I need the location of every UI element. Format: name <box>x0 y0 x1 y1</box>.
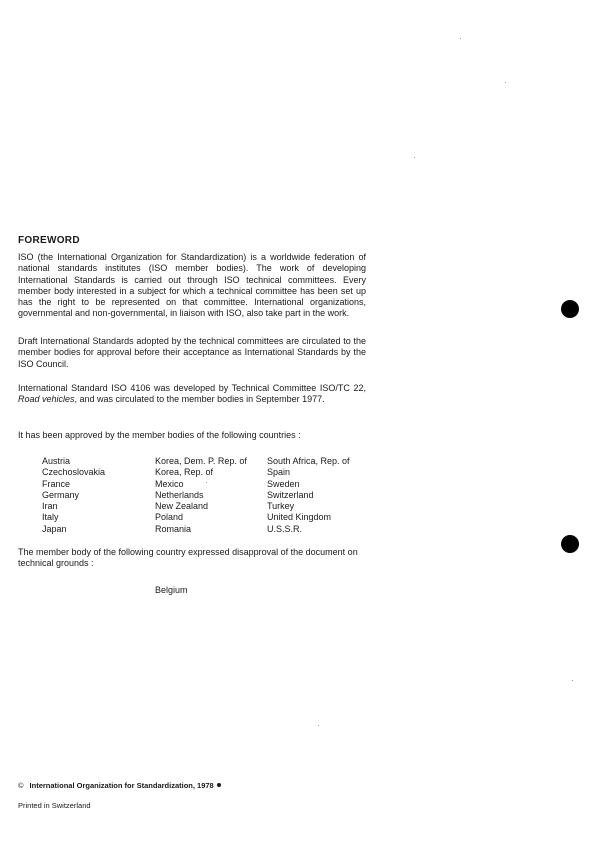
copyright-icon: © <box>18 781 24 790</box>
country-item: Switzerland <box>267 489 314 500</box>
scan-speck <box>318 725 319 726</box>
country-column-2 <box>155 456 247 535</box>
printed-in-line: Printed in Switzerland <box>18 801 91 810</box>
disapproving-country: Belgium <box>155 585 188 595</box>
scan-speck <box>505 82 506 83</box>
committee-title: Road vehicles <box>18 394 75 405</box>
disapproval-intro: The member body of the following country expressed disapproval of the document on technical grounds : <box>18 547 358 569</box>
country-item: Germany <box>42 489 80 500</box>
country-item: Iran <box>42 501 58 512</box>
country-column-1 <box>42 456 105 535</box>
country-item: United Kingdom <box>267 512 332 523</box>
country-item: Netherlands <box>155 489 204 500</box>
country-item: U.S.S.R. <box>267 523 303 534</box>
approval-intro: It has been approved by the member bodies of the following countries : <box>18 430 301 440</box>
country-item: New Zealand <box>155 501 209 512</box>
foreword-paragraph-iso: ISO (the International Organization for Standardization) is a worldwide federation of national standards institutes (ISO member bodies). The work of developing International Standards is carried out through ISO technical committees. Every member body interested in a subject for which a technical committee has been set up has the right to be represented on that committee. International organizations, governmental and non-governmental, in liaison with ISO, also take part in the work. <box>18 252 366 319</box>
country-item: Romania <box>155 523 192 534</box>
scan-speck <box>460 38 461 39</box>
scan-speck <box>414 157 415 158</box>
country-item: Austria <box>42 456 71 466</box>
country-item: Spain <box>267 467 291 478</box>
standard-text-after: , and was circulated to the member bodies in September 1977. <box>74 394 325 405</box>
standard-text-before: International Standard ISO 4106 was developed by Technical Committee ISO/TC 22, <box>18 383 366 393</box>
copyright-text: International Organization for Standardization, 1978 <box>29 781 214 790</box>
scan-speck <box>572 680 573 681</box>
country-column-3 <box>267 456 350 535</box>
country-item: Korea, Rep. of <box>155 467 214 478</box>
country-item: France <box>42 478 71 489</box>
copyright-line <box>18 781 221 790</box>
foreword-heading: FOREWORD <box>18 235 80 246</box>
country-item: Turkey <box>267 501 295 512</box>
bullet-dot-icon <box>217 783 221 787</box>
country-item: South Africa, Rep. of <box>267 456 350 466</box>
country-item: Poland <box>155 512 184 523</box>
country-item: Japan <box>42 523 67 534</box>
country-item: Italy <box>42 512 59 523</box>
country-item: Mexico <box>155 478 184 489</box>
country-item: Sweden <box>267 478 300 489</box>
foreword-paragraph-standard <box>18 383 366 406</box>
punch-hole-icon <box>561 535 579 553</box>
punch-hole-icon <box>561 300 579 318</box>
foreword-paragraph-drafts: Draft International Standards adopted by the technical committees are circulated to the member bodies for approval before their acceptance as International Standards by the ISO Council. <box>18 336 366 369</box>
scan-speck <box>206 482 207 483</box>
country-item: Korea, Dem. P. Rep. of <box>155 456 247 466</box>
country-item: Czechoslovakia <box>42 467 106 478</box>
